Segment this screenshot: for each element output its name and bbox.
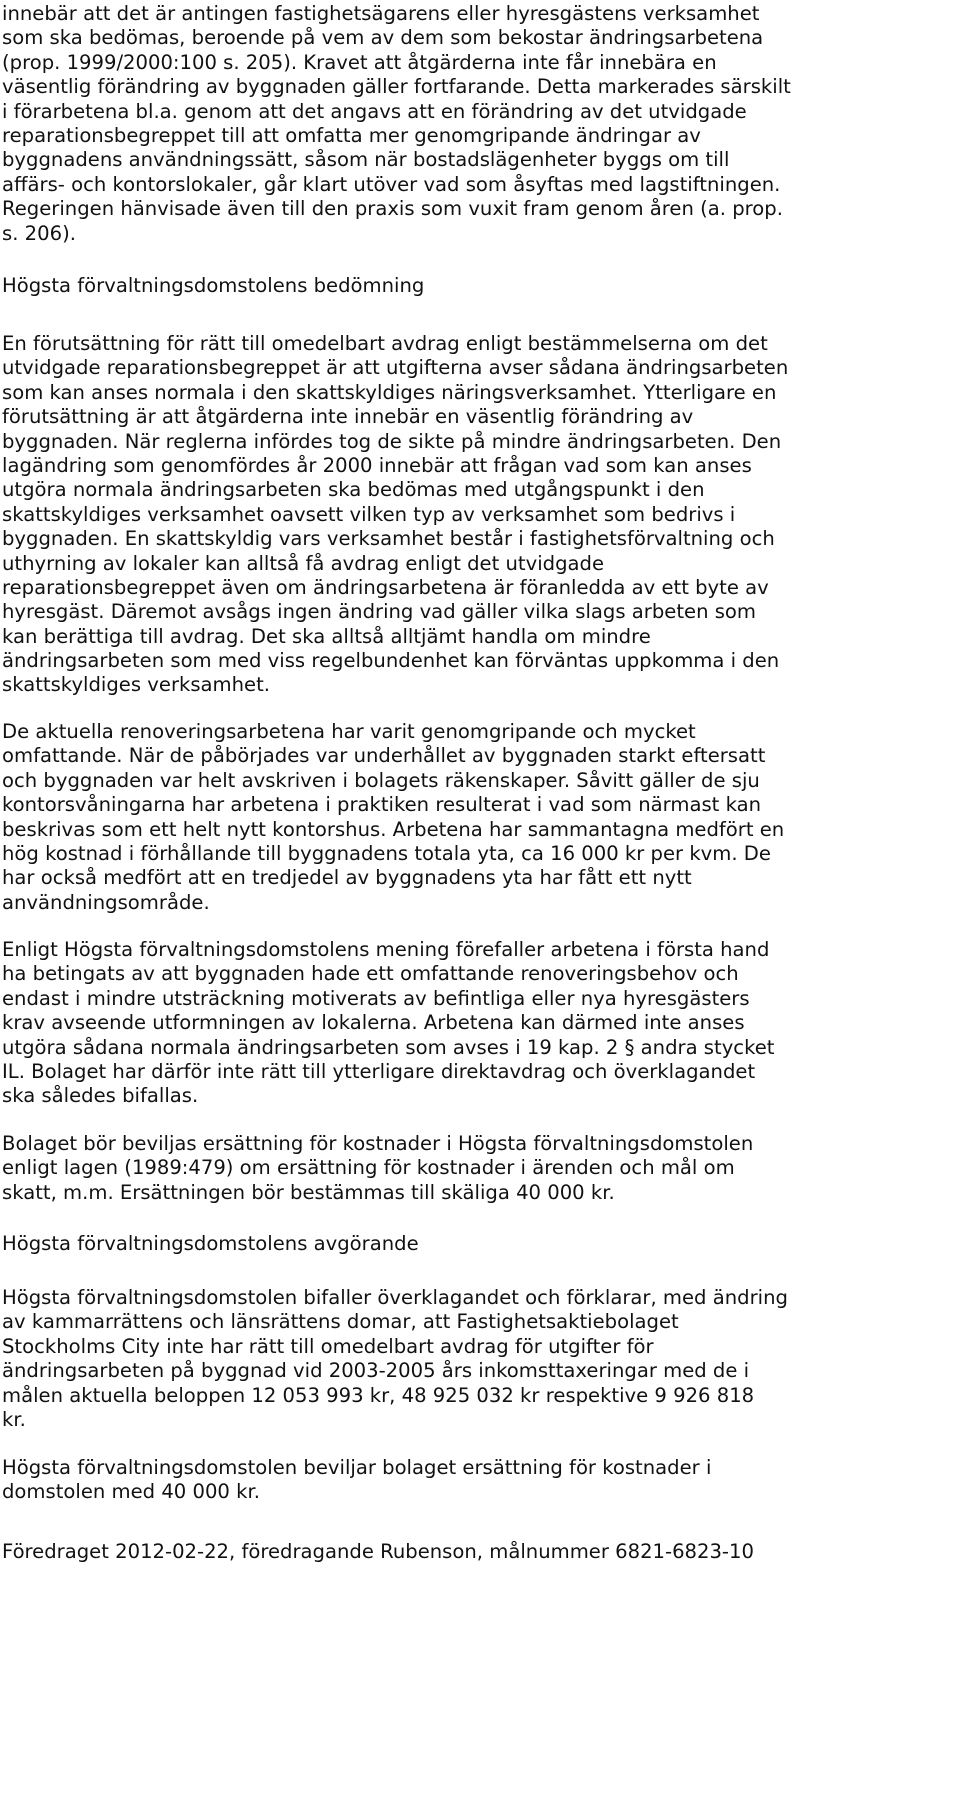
- text-line: målen aktuella beloppen 12 053 993 kr, 48 925 032 kr respektive 9 926 818: [2, 1383, 755, 1407]
- text-line: byggnaden. En skattskyldig vars verksamhet består i fastighetsförvaltning och: [2, 527, 775, 551]
- text-line: Enligt Högsta förvaltningsdomstolens mening förefaller arbetena i första hand: [2, 938, 770, 961]
- paragraph-2: [2, 720, 960, 915]
- text-line: utgöra normala ändringsarbeten ska bedömas med utgångspunkt i den: [2, 478, 705, 502]
- text-line: beskrivas som ett helt nytt kontorshus. Arbetena har sammantagna medfört en: [2, 817, 785, 841]
- text-line: En förutsättning för rätt till omedelbart avdrag enligt bestämmelserna om det: [2, 332, 768, 355]
- text-line: Stockholms City inte har rätt till omedelbart avdrag för utgifter för: [2, 1334, 654, 1358]
- text-line: omfattande. När de påbörjades var underhållet av byggnaden starkt eftersatt: [2, 744, 766, 768]
- text-line: Bolaget bör beviljas ersättning för kostnader i Högsta förvaltningsdomstolen: [2, 1132, 754, 1155]
- text-line: uthyrning av lokaler kan alltså få avdrag enligt det utvidgade: [2, 551, 605, 575]
- text-line: ha betingats av att byggnaden hade ett omfattande renoveringsbehov och: [2, 962, 739, 986]
- text-line: skattskyldiges verksamhet oavsett vilken typ av verksamhet som bedrivs i: [2, 502, 736, 526]
- text-line: De aktuella renoveringsarbetena har varit genomgripande och mycket: [2, 720, 696, 743]
- paragraph-1: [2, 332, 960, 698]
- text-line: kan berättiga till avdrag. Det ska alltså alltjämt handla om mindre: [2, 624, 651, 648]
- text-line: förutsättning är att åtgärderna inte innebär en väsentlig förändring av: [2, 405, 694, 429]
- intro-paragraph: [2, 2, 960, 246]
- text-line: som kan anses normala i den skattskyldiges näringsverksamhet. Ytterligare en: [2, 380, 777, 404]
- text-line: hög kostnad i förhållande till byggnadens totala yta, ca 16 000 kr per kvm. De: [2, 841, 771, 865]
- text-line: utgöra sådana normala ändringsarbeten som avses i 19 kap. 2 § andra stycket: [2, 1035, 775, 1059]
- text-line: (prop. 1999/2000:100 s. 205). Kravet att åtgärderna inte får innebära en: [2, 50, 717, 74]
- paragraph-6: [2, 1456, 960, 1505]
- text-line: Regeringen hänvisade även till den praxis som vuxit fram genom åren (a. prop.: [2, 197, 783, 221]
- text-line: domstolen med 40 000 kr.: [2, 1480, 260, 1504]
- paragraph-3: [2, 938, 960, 1109]
- text-line: lagändring som genomfördes år 2000 innebär att frågan vad som kan anses: [2, 453, 752, 477]
- text-line: kontorsvåningarna har arbetena i praktiken resulterat i vad som närmast kan: [2, 793, 762, 817]
- paragraph-4: [2, 1132, 960, 1205]
- section-heading-bedomning: [2, 274, 960, 298]
- text-line: ändringsarbeten som med viss regelbundenhet kan förväntas uppkomma i den: [2, 649, 780, 673]
- text-line: ändringsarbeten på byggnad vid 2003-2005 års inkomsttaxeringar med de i: [2, 1359, 750, 1383]
- text-line: innebär att det är antingen fastighetsägarens eller hyresgästens verksamhet: [2, 2, 760, 25]
- heading-text: Högsta förvaltningsdomstolens avgörande: [2, 1232, 419, 1255]
- text-line: användningsområde.: [2, 890, 210, 914]
- text-line: endast i mindre utsträckning motiverats av befintliga eller nya hyresgästers: [2, 986, 750, 1010]
- text-line: och byggnaden var helt avskriven i bolagets räkenskaper. Såvitt gäller de sju: [2, 768, 760, 792]
- text-line: enligt lagen (1989:479) om ersättning för kostnader i ärenden och mål om: [2, 1156, 735, 1180]
- text-line: s. 206).: [2, 221, 76, 245]
- text-line: reparationsbegreppet även om ändringsarbetena är föranledda av ett byte av: [2, 575, 769, 599]
- text-line: IL. Bolaget har därför inte rätt till ytterligare direktavdrag och överklagandet: [2, 1059, 756, 1083]
- text-line: väsentlig förändring av byggnaden gäller fortfarande. Detta markerades särskilt: [2, 75, 791, 99]
- text-line: skattskyldiges verksamhet.: [2, 673, 271, 697]
- text-line: hyresgäst. Däremot avsågs ingen ändring vad gäller vilka slags arbeten som: [2, 600, 757, 624]
- text-line: reparationsbegreppet till att omfatta mer genomgripande ändringar av: [2, 123, 701, 147]
- text-line: av kammarrättens och länsrättens domar, att Fastighetsaktiebolaget: [2, 1310, 679, 1334]
- text-line: byggnaden. När reglerna infördes tog de sikte på mindre ändringsarbeten. Den: [2, 429, 782, 453]
- text-line: har också medfört att en tredjedel av byggnadens yta har fått ett nytt: [2, 866, 692, 890]
- paragraph-5: [2, 1286, 960, 1432]
- text-line: byggnadens användningssätt, såsom när bostadslägenheter byggs om till: [2, 148, 730, 172]
- footer-text: Föredraget 2012-02-22, föredragande Rubenson, målnummer 6821-6823-10: [2, 1540, 754, 1563]
- text-line: skatt, m.m. Ersättningen bör bestämmas till skäliga 40 000 kr.: [2, 1180, 615, 1204]
- text-line: affärs- och kontorslokaler, går klart utöver vad som åsyftas med lagstiftningen.: [2, 172, 781, 196]
- text-line: Högsta förvaltningsdomstolen beviljar bolaget ersättning för kostnader i: [2, 1456, 712, 1479]
- text-line: Högsta förvaltningsdomstolen bifaller överklagandet och förklarar, med ändring: [2, 1286, 788, 1309]
- section-heading-avgorande: [2, 1232, 960, 1256]
- text-line: krav avseende utformningen av lokalerna. Arbetena kan därmed inte anses: [2, 1011, 745, 1035]
- text-line: ska således bifallas.: [2, 1084, 199, 1108]
- text-line: som ska bedömas, beroende på vem av dem som bekostar ändringsarbetena: [2, 26, 764, 50]
- footer-note: [2, 1540, 960, 1564]
- text-line: i förarbetena bl.a. genom att det angavs att en förändring av det utvidgade: [2, 99, 747, 123]
- heading-text: Högsta förvaltningsdomstolens bedömning: [2, 274, 425, 297]
- text-line: kr.: [2, 1407, 26, 1431]
- text-line: utvidgade reparationsbegreppet är att utgifterna avser sådana ändringsarbeten: [2, 356, 789, 380]
